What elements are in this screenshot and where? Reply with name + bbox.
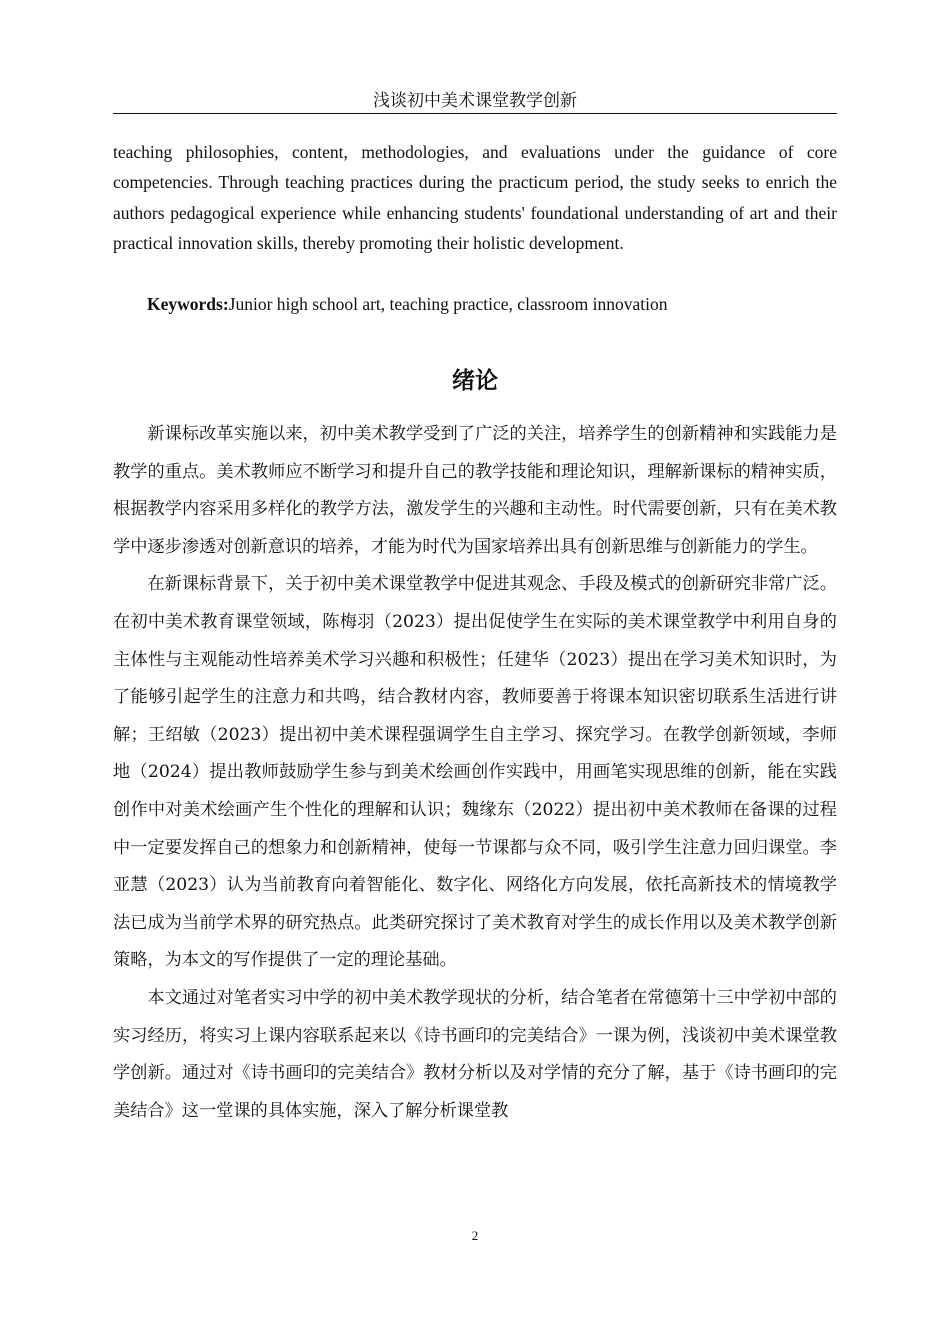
header-rule [113, 113, 837, 114]
page-number: 2 [471, 1228, 479, 1243]
keywords-label: Keywords: [147, 294, 229, 314]
body-paragraph-1: 新课标改革实施以来，初中美术教学受到了广泛的关注，培养学生的创新精神和实践能力是教学的重点。美术教师应不断学习和提升自己的教学技能和理论知识，理解新课标的精神实质，根据教学内容采用多样化的教学方法，激发学生的兴趣和主动性。时代需要创新，只有在美术教学中逐步渗透对创新意识的培养，才能为时代为国家培养出具有创新思维与创新能力的学生。 [113, 424, 837, 557]
section-body [113, 416, 837, 1130]
body-paragraph-3: 本文通过对笔者实习中学的初中美术教学现状的分析，结合笔者在常德第十三中学初中部的实习经历，将实习上课内容联系起来以《诗书画印的完美结合》一课为例，浅谈初中美术课堂教学创新。通过对《诗书画印的完美结合》教材分析以及对学情的充分了解，基于《诗书画印的完美结合》这一堂课的具体实施，深入了解分析课堂教 [113, 987, 837, 1121]
running-header: 浅谈初中美术课堂教学创新 [373, 91, 577, 111]
section-title: 绪论 [452, 368, 498, 394]
keywords-value: Junior high school art, teaching practice, classroom innovation [228, 294, 668, 314]
body-paragraph-2: 在新课标背景下，关于初中美术课堂教学中促进其观念、手段及模式的创新研究非常广泛。在初中美术教育课堂领域，陈梅羽（2023）提出促使学生在实际的美术课堂教学中利用自身的主体性与主观能动性培养美术学习兴趣和积极性；任建华（2023）提出在学习美术知识时，为了能够引起学生的注意力和共鸣，结合教材内容，教师要善于将课本知识密切联系生活进行讲解；王绍敏（2023）提出初中美术课程强调学生自主学习、探究学习。在教学创新领域，李师地（2024）提出教师鼓励学生参与到美术绘画创作实践中，用画笔实现思维的创新，能在实践创作中对美术绘画产生个性化的理解和认识；魏缘东（2022）提出初中美术教师在备课的过程中一定要发挥自己的想象力和创新精神，使每一节课都与众不同，吸引学生注意力回归课堂。李亚慧（2023）认为当前教育向着智能化、数字化、网络化方向发展，依托高新技术的情境教学法已成为当前学术界的研究热点。此类研究探讨了美术教育对学生的成长作用以及美术教学创新策略，为本文的写作提供了一定的理论基础。 [113, 574, 837, 971]
english-abstract-text: teaching philosophies, content, methodologies, and evaluations under the guidance of core competencies. Through teaching practices during the practicum period, the study seeks to enrich the authors pedagogical experience while enhancing students' foundational understanding of art and their practical innovation skills, thereby promoting their holistic development. [113, 142, 837, 254]
keywords-line [147, 289, 837, 319]
